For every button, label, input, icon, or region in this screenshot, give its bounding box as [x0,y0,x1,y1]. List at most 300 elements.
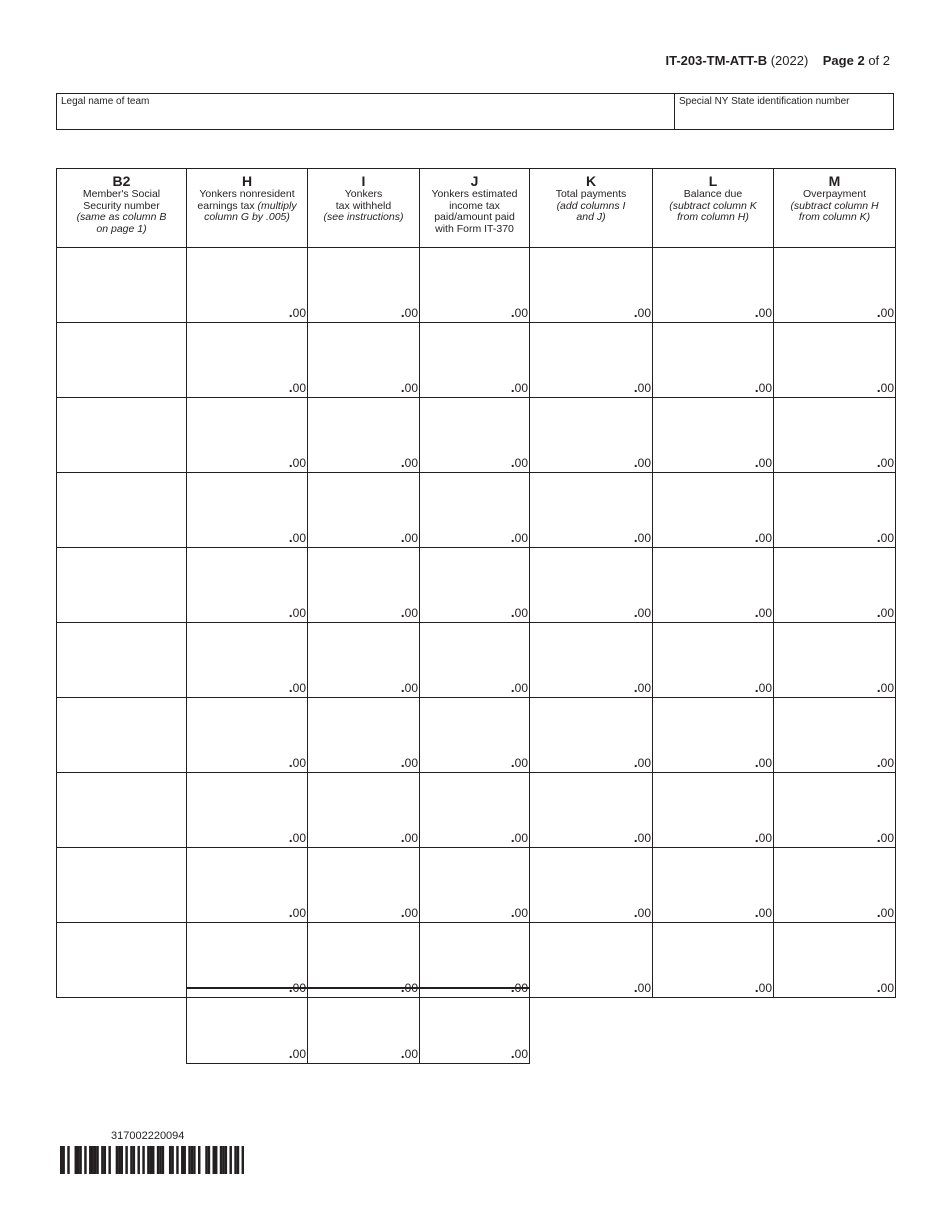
amount-cell-h[interactable] [187,548,308,623]
amount-cents [289,904,307,922]
cents-value: 00 [404,531,418,545]
barcode-bar [142,1146,144,1174]
cents-value: 00 [514,606,528,620]
column-desc-text: from column H) [677,211,749,223]
decimal-point: . [876,829,881,845]
amount-cents [877,904,895,922]
cents-value: 00 [514,756,528,770]
decimal-point: . [510,829,515,845]
column-desc-text: Yonkers nonresident [199,188,295,200]
amount-cents [755,529,773,547]
amount-cell-k[interactable] [530,548,653,623]
cents-value: 00 [404,1047,418,1061]
column-desc-text: income tax [449,199,500,212]
barcode-bar [60,1146,62,1174]
decimal-point: . [633,679,638,695]
amount-cents [634,379,652,397]
cents-value: 00 [637,906,651,920]
amount-cents [511,604,529,622]
amount-cents [401,1045,419,1063]
barcode-bar [176,1146,178,1174]
column-letter: I [361,173,366,189]
cents-value: 00 [758,756,772,770]
barcode-bar [205,1146,207,1174]
cents-value: 00 [404,606,418,620]
amount-cell-l[interactable] [653,923,774,998]
decimal-point: . [288,754,293,770]
decimal-point: . [288,304,293,320]
cents-value: 00 [404,456,418,470]
amount-cell-j[interactable] [420,323,530,398]
amount-cents [289,304,307,322]
amount-cell-l[interactable] [653,773,774,848]
column-header-i [308,169,420,248]
decimal-point: . [633,529,638,545]
amount-cell-l[interactable] [653,548,774,623]
amount-cell-j[interactable] [420,773,530,848]
barcode-bar [116,1146,118,1174]
cents-value: 00 [404,906,418,920]
decimal-point: . [400,979,405,995]
amount-cents [877,604,895,622]
column-letter: M [828,173,841,189]
amount-cell-k[interactable] [530,848,653,923]
decimal-point: . [400,454,405,470]
cents-value: 00 [758,306,772,320]
amount-cell-k[interactable] [530,398,653,473]
decimal-point: . [754,679,759,695]
cents-value: 00 [637,756,651,770]
barcode-bar [225,1146,227,1174]
decimal-point: . [288,379,293,395]
amount-cents [289,604,307,622]
totals-row [187,988,530,1064]
member-row [57,473,896,548]
barcode-bar [152,1146,154,1174]
decimal-point: . [288,604,293,620]
column-desc-text: and J) [576,211,606,223]
amount-cell-h[interactable] [187,848,308,923]
cents-value: 00 [880,756,894,770]
column-desc-text: (add columns I [556,199,626,212]
cents-value: 00 [514,306,528,320]
barcode-bar [208,1146,210,1174]
ssn-cell[interactable] [57,773,187,848]
column-desc-text: paid/amount paid [434,211,515,223]
barcode-bar [183,1146,185,1174]
column-letter: L [708,173,718,189]
barcode-bar [198,1146,200,1174]
cents-value: 00 [292,681,306,695]
barcode-bar [89,1146,91,1174]
amount-cell-i[interactable] [308,398,420,473]
amount-cents [401,754,419,772]
amount-cell-i[interactable] [308,548,420,623]
amount-cell-i[interactable] [308,473,420,548]
member-row [57,848,896,923]
decimal-point: . [876,679,881,695]
column-header-h [187,169,308,248]
amount-cell-k[interactable] [530,698,653,773]
amount-cents [401,304,419,322]
amount-cell-h[interactable] [187,398,308,473]
page-word: Page [822,53,854,68]
amount-cents [755,454,773,472]
amount-cell-h[interactable] [187,323,308,398]
amount-cell-m[interactable] [774,548,896,623]
amount-cents [511,379,529,397]
amount-cents [401,454,419,472]
cents-value: 00 [292,1047,306,1061]
amount-cents [401,529,419,547]
amount-cents [289,454,307,472]
decimal-point: . [288,1045,293,1061]
amount-cell-m[interactable] [774,848,896,923]
cents-value: 00 [758,531,772,545]
amount-cents [634,529,652,547]
amount-cents [877,454,895,472]
barcode-bar [234,1146,236,1174]
decimal-point: . [754,829,759,845]
member-row [57,398,896,473]
amount-cents [511,829,529,847]
amount-cell-m[interactable] [774,248,896,323]
barcode-bar [133,1146,135,1174]
cents-value: 00 [637,306,651,320]
column-desc-text: Security number [83,199,160,212]
amount-cents [634,979,652,997]
amount-cell-j[interactable] [420,398,530,473]
barcode-bar [137,1146,139,1174]
barcode-bar [213,1146,215,1174]
special-id-field[interactable] [675,94,893,129]
decimal-point: . [510,454,515,470]
column-desc-line [774,212,895,224]
decimal-point: . [754,904,759,920]
cents-value: 00 [758,981,772,995]
decimal-point: . [633,379,638,395]
legal-name-label: Legal name of team [61,96,150,107]
column-desc-text: Balance due [683,188,743,200]
decimal-point: . [288,454,293,470]
amount-cents [511,304,529,322]
amount-cell-i[interactable] [308,698,420,773]
ssn-cell[interactable] [57,848,187,923]
decimal-point: . [754,304,759,320]
decimal-point: . [754,529,759,545]
barcode-bar [191,1146,193,1174]
decimal-point: . [288,679,293,695]
column-desc-text: Member's Social [82,188,161,200]
amount-cell-l[interactable] [653,398,774,473]
column-desc-text: on page 1) [96,222,147,235]
decimal-point: . [876,754,881,770]
cents-value: 00 [758,906,772,920]
barcode-bar [237,1146,239,1174]
barcode-bar [79,1146,81,1174]
ssn-cell[interactable] [57,548,187,623]
column-letter: H [241,173,253,189]
column-desc-text: (same as column B [76,211,167,223]
amount-cell-l[interactable] [653,248,774,323]
column-desc-text: tax withheld [335,199,392,212]
cents-value: 00 [637,981,651,995]
cents-value: 00 [880,831,894,845]
amount-cents [755,304,773,322]
ssn-cell[interactable] [57,923,187,998]
barcode-bar [130,1146,132,1174]
amount-cell-i[interactable] [308,848,420,923]
amount-cents [289,379,307,397]
member-row [57,773,896,848]
column-desc-text: Yonkers [344,188,383,200]
column-desc-line [308,212,419,224]
amount-cell-i[interactable] [308,248,420,323]
decimal-point: . [633,304,638,320]
form-id: IT-203-TM-ATT-B [665,53,768,68]
total-cell-i[interactable] [308,988,420,1064]
amount-cents [755,604,773,622]
cents-value: 00 [637,681,651,695]
amount-cents [877,529,895,547]
amount-cell-i[interactable] [308,773,420,848]
cents-value: 00 [637,831,651,845]
barcode-bar [104,1146,106,1174]
amount-cell-k[interactable] [530,923,653,998]
ssn-cell[interactable] [57,398,187,473]
decimal-point: . [754,754,759,770]
form-header [666,53,891,68]
decimal-point: . [400,304,405,320]
barcode-bar [229,1146,231,1174]
amount-cell-k[interactable] [530,323,653,398]
decimal-point: . [876,454,881,470]
amount-cents [634,679,652,697]
amount-cell-m[interactable] [774,698,896,773]
amount-cell-j[interactable] [420,698,530,773]
cents-value: 00 [514,1047,528,1061]
decimal-point: . [754,604,759,620]
barcode-bar [62,1146,64,1174]
column-desc-line [530,212,652,224]
member-table [56,168,896,998]
amount-cell-h[interactable] [187,773,308,848]
decimal-point: . [510,679,515,695]
form-year: (2022) [770,53,809,68]
amount-cell-m[interactable] [774,398,896,473]
amount-cell-m[interactable] [774,473,896,548]
amount-cents [289,679,307,697]
decimal-point: . [633,454,638,470]
barcode-bar [125,1146,127,1174]
barcode-bar [188,1146,190,1174]
amount-cell-h[interactable] [187,623,308,698]
cents-value: 00 [292,381,306,395]
barcode-bar [242,1146,244,1174]
decimal-point: . [876,979,881,995]
cents-value: 00 [292,756,306,770]
decimal-point: . [510,1045,515,1061]
totals-table [186,987,530,1064]
barcode-bar [75,1146,77,1174]
amount-cell-k[interactable] [530,773,653,848]
barcode-bar [220,1146,222,1174]
barcode-bar [121,1146,123,1174]
team-id-box [56,93,894,130]
amount-cell-h[interactable] [187,473,308,548]
total-cell-j[interactable] [420,988,530,1064]
amount-cell-m[interactable] [774,923,896,998]
column-desc-text: earnings tax [197,199,258,212]
amount-cell-j[interactable] [420,848,530,923]
cents-value: 00 [292,306,306,320]
amount-cell-j[interactable] [420,248,530,323]
amount-cell-l[interactable] [653,848,774,923]
barcode-bar [150,1146,152,1174]
decimal-point: . [510,904,515,920]
member-row [57,248,896,323]
cents-value: 00 [880,531,894,545]
barcode-bar [171,1146,173,1174]
cents-value: 00 [404,981,418,995]
amount-cents [877,829,895,847]
ssn-cell[interactable] [57,323,187,398]
cents-value: 00 [637,531,651,545]
amount-cell-m[interactable] [774,323,896,398]
ssn-cell[interactable] [57,473,187,548]
barcode-bar [91,1146,93,1174]
decimal-point: . [288,529,293,545]
column-desc-text: from column K) [798,211,871,223]
column-desc-line [420,224,529,236]
column-desc-text: (see instructions) [323,211,404,223]
amount-cell-j[interactable] [420,548,530,623]
amount-cell-h[interactable] [187,698,308,773]
amount-cell-i[interactable] [308,623,420,698]
barcode-icon [60,1146,244,1174]
decimal-point: . [400,904,405,920]
amount-cents [401,679,419,697]
decimal-point: . [400,1045,405,1061]
amount-cents [511,1045,529,1063]
amount-cell-j[interactable] [420,623,530,698]
member-row [57,623,896,698]
amount-cell-k[interactable] [530,248,653,323]
barcode-bar [94,1146,96,1174]
amount-cell-m[interactable] [774,623,896,698]
amount-cents [511,454,529,472]
member-row [57,548,896,623]
column-header-b2 [57,169,187,248]
amount-cell-l[interactable] [653,323,774,398]
decimal-point: . [510,754,515,770]
ssn-cell[interactable] [57,623,187,698]
decimal-point: . [876,604,881,620]
cents-value: 00 [404,306,418,320]
amount-cell-m[interactable] [774,773,896,848]
amount-cell-l[interactable] [653,698,774,773]
cents-value: 00 [404,681,418,695]
amount-cents [634,604,652,622]
amount-cents [289,1045,307,1063]
decimal-point: . [633,904,638,920]
amount-cell-j[interactable] [420,473,530,548]
barcode-bar [101,1146,103,1174]
decimal-point: . [400,829,405,845]
amount-cell-l[interactable] [653,623,774,698]
amount-cents [755,679,773,697]
decimal-point: . [754,379,759,395]
barcode-bar [222,1146,224,1174]
decimal-point: . [400,379,405,395]
amount-cell-k[interactable] [530,623,653,698]
cents-value: 00 [637,606,651,620]
cents-value: 00 [880,381,894,395]
decimal-point: . [876,529,881,545]
decimal-point: . [400,754,405,770]
cents-value: 00 [292,456,306,470]
amount-cents [634,454,652,472]
amount-cell-k[interactable] [530,473,653,548]
cents-value: 00 [880,606,894,620]
amount-cents [877,754,895,772]
amount-cents [755,979,773,997]
column-desc-text: (subtract column H [790,199,879,212]
decimal-point: . [633,754,638,770]
decimal-point: . [288,904,293,920]
column-header-j [420,169,530,248]
cents-value: 00 [514,531,528,545]
barcode-bar [159,1146,161,1174]
amount-cents [401,379,419,397]
amount-cents [877,304,895,322]
cents-value: 00 [292,531,306,545]
amount-cents [755,754,773,772]
cents-value: 00 [292,606,306,620]
cents-value: 00 [292,906,306,920]
decimal-point: . [876,379,881,395]
amount-cents [755,829,773,847]
column-desc-text: (multiply [257,199,297,212]
amount-cell-l[interactable] [653,473,774,548]
legal-name-field[interactable] [57,94,675,129]
column-desc-line [187,212,307,224]
column-header-m [774,169,896,248]
cents-value: 00 [758,456,772,470]
barcode-bar [162,1146,164,1174]
cents-value: 00 [758,681,772,695]
column-desc-line [57,224,186,236]
amount-cents [634,754,652,772]
decimal-point: . [754,454,759,470]
amount-cell-h[interactable] [187,248,308,323]
special-id-label: Special NY State identification number [679,96,850,107]
total-cell-h[interactable] [187,988,308,1064]
cents-value: 00 [637,381,651,395]
ssn-cell[interactable] [57,698,187,773]
barcode-bar [181,1146,183,1174]
cents-value: 00 [880,456,894,470]
cents-value: 00 [514,681,528,695]
barcode-number: 317002220094 [111,1130,185,1142]
amount-cell-i[interactable] [308,323,420,398]
ssn-cell[interactable] [57,248,187,323]
decimal-point: . [400,604,405,620]
barcode-bar [84,1146,86,1174]
amount-cents [877,379,895,397]
column-letter: K [585,173,597,189]
decimal-point: . [400,679,405,695]
